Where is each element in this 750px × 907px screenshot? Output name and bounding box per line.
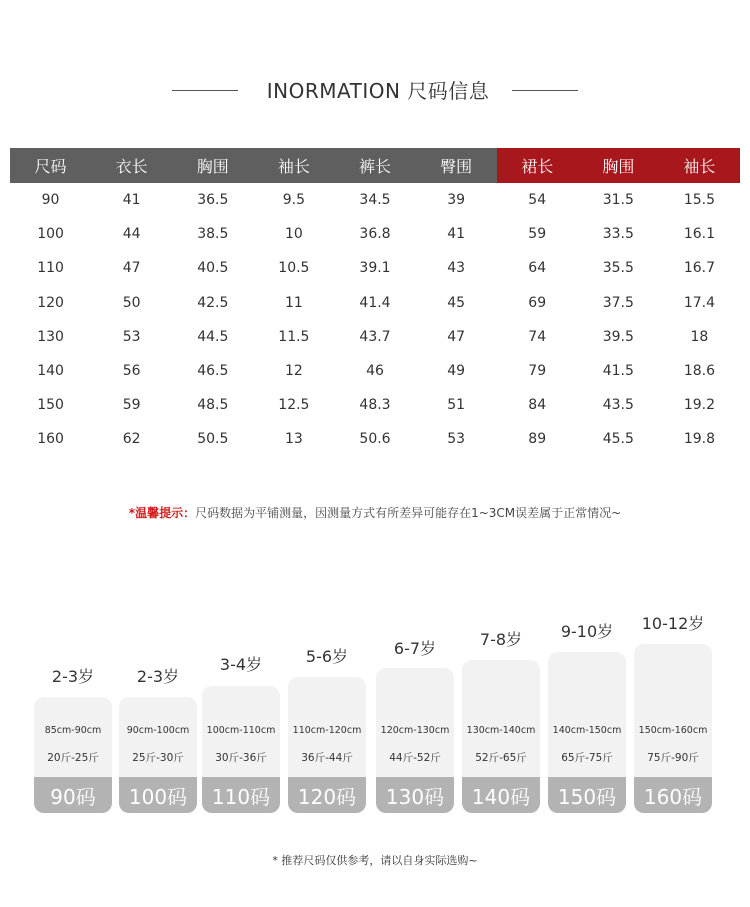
height-range: 150cm-160cm bbox=[638, 725, 708, 736]
table-cell: 43.5 bbox=[602, 397, 634, 414]
age-label: 9-10岁 bbox=[560, 622, 614, 641]
note-warning-label: *温馨提示： bbox=[128, 506, 196, 520]
table-cell: 39.1 bbox=[359, 260, 391, 277]
column-header: 袖长 bbox=[253, 148, 334, 183]
table-cell: 51 bbox=[447, 397, 466, 414]
height-range: 110cm-120cm bbox=[292, 725, 362, 736]
table-cell: 12.5 bbox=[278, 397, 310, 414]
table-cell: 16.7 bbox=[683, 260, 716, 277]
weight-range: 20斤-25斤 bbox=[47, 752, 99, 764]
table-cell: 13 bbox=[284, 431, 303, 448]
size-badge: 130码 bbox=[376, 777, 454, 813]
size-card bbox=[34, 0, 112, 813]
table-cell: 44 bbox=[122, 226, 141, 243]
size-card bbox=[462, 0, 540, 813]
table-cell: 41 bbox=[447, 226, 466, 243]
height-range: 100cm-110cm bbox=[206, 725, 276, 736]
size-badge: 110码 bbox=[202, 777, 280, 813]
height-range: 90cm-100cm bbox=[126, 725, 190, 736]
column-header: 裤长 bbox=[334, 148, 415, 183]
table-cell: 12 bbox=[284, 363, 303, 380]
weight-range: 36斤-44斤 bbox=[301, 752, 353, 764]
table-cell: 33.5 bbox=[602, 226, 634, 243]
table-cell: 59 bbox=[122, 397, 141, 414]
table-cell: 41.4 bbox=[359, 294, 391, 311]
age-label: 7-8岁 bbox=[479, 630, 523, 649]
table-cell: 54 bbox=[528, 192, 547, 209]
size-badge: 140码 bbox=[462, 777, 540, 813]
table-cell: 46.5 bbox=[197, 363, 229, 380]
table-cell: 59 bbox=[528, 226, 547, 243]
table-cell: 50 bbox=[122, 294, 141, 311]
table-cell: 36.5 bbox=[197, 192, 229, 209]
table-cell: 41.5 bbox=[602, 363, 634, 380]
table-cell: 18 bbox=[690, 328, 709, 345]
table-cell: 43 bbox=[447, 260, 466, 277]
table-cell: 47 bbox=[122, 260, 141, 277]
table-cell: 31.5 bbox=[602, 192, 634, 209]
weight-range: 44斤-52斤 bbox=[389, 752, 441, 764]
table-cell: 50.5 bbox=[197, 431, 229, 448]
table-cell: 53 bbox=[447, 431, 466, 448]
table-cell: 11.5 bbox=[278, 328, 310, 345]
table-cell: 48.3 bbox=[359, 397, 391, 414]
column-header: 袖长 bbox=[659, 148, 740, 183]
table-cell: 84 bbox=[528, 397, 547, 414]
table-cell: 45.5 bbox=[602, 431, 634, 448]
table-cell: 37.5 bbox=[602, 294, 634, 311]
weight-range: 65斤-75斤 bbox=[561, 752, 613, 764]
table-cell: 140 bbox=[37, 363, 64, 380]
table-cell: 79 bbox=[528, 363, 547, 380]
table-cell: 15.5 bbox=[683, 192, 716, 209]
table-cell: 36.8 bbox=[359, 226, 391, 243]
column-header: 尺码 bbox=[10, 148, 91, 183]
table-cell: 43.7 bbox=[359, 328, 391, 345]
table-cell: 34.5 bbox=[359, 192, 391, 209]
size-card bbox=[548, 0, 626, 813]
age-label: 10-12岁 bbox=[641, 614, 705, 633]
size-card bbox=[376, 0, 454, 813]
weight-range: 75斤-90斤 bbox=[647, 752, 699, 764]
size-badge: 160码 bbox=[634, 777, 712, 813]
height-range: 120cm-130cm bbox=[380, 725, 450, 736]
weight-range: 52斤-65斤 bbox=[475, 752, 527, 764]
table-cell: 46 bbox=[366, 363, 384, 380]
page-title: INORMATION 尺码信息 bbox=[266, 79, 490, 103]
size-badge: 100码 bbox=[119, 777, 197, 813]
table-cell: 40.5 bbox=[197, 260, 229, 277]
table-cell: 62 bbox=[122, 431, 141, 448]
column-header: 胸围 bbox=[172, 148, 253, 183]
column-header: 裙长 bbox=[497, 148, 578, 183]
table-cell: 9.5 bbox=[282, 192, 306, 209]
table-cell: 41 bbox=[122, 192, 141, 209]
weight-range: 30斤-36斤 bbox=[215, 752, 267, 764]
table-cell: 19.8 bbox=[683, 431, 716, 448]
table-cell: 69 bbox=[528, 294, 547, 311]
table-cell: 50.6 bbox=[359, 431, 391, 448]
height-range: 85cm-90cm bbox=[44, 725, 102, 736]
footer-note: * 推荐尺码仅供参考，请以自身实际选购~ bbox=[272, 854, 478, 867]
note-text: 尺码数据为平铺测量，因测量方式有所差异可能存在1~3CM误差属于正常情况~ bbox=[195, 506, 622, 520]
table-cell: 130 bbox=[37, 328, 64, 345]
table-cell: 53 bbox=[122, 328, 141, 345]
size-badge: 90码 bbox=[34, 777, 112, 813]
table-cell: 120 bbox=[37, 294, 64, 311]
column-header: 衣长 bbox=[91, 148, 172, 183]
table-cell: 45 bbox=[447, 294, 466, 311]
table-cell: 100 bbox=[37, 226, 64, 243]
table-cell: 11 bbox=[284, 294, 303, 311]
size-badge: 150码 bbox=[548, 777, 626, 813]
table-cell: 35.5 bbox=[602, 260, 634, 277]
table-cell: 160 bbox=[37, 431, 64, 448]
table-cell: 110 bbox=[37, 260, 64, 277]
age-label: 6-7岁 bbox=[393, 639, 437, 658]
table-cell: 17.4 bbox=[683, 294, 716, 311]
age-label: 2-3岁 bbox=[51, 667, 95, 686]
table-cell: 56 bbox=[122, 363, 141, 380]
table-cell: 74 bbox=[528, 328, 547, 345]
size-card bbox=[119, 0, 197, 813]
column-header: 臀围 bbox=[416, 148, 497, 183]
table-cell: 10 bbox=[284, 226, 303, 243]
table-cell: 150 bbox=[37, 397, 64, 414]
height-range: 130cm-140cm bbox=[466, 725, 536, 736]
table-cell: 48.5 bbox=[197, 397, 229, 414]
table-cell: 39 bbox=[447, 192, 466, 209]
size-card bbox=[634, 0, 712, 813]
age-label: 2-3岁 bbox=[136, 667, 180, 686]
age-label: 3-4岁 bbox=[219, 655, 263, 674]
table-cell: 19.2 bbox=[683, 397, 716, 414]
table-cell: 38.5 bbox=[197, 226, 229, 243]
column-header: 胸围 bbox=[578, 148, 659, 183]
height-range: 140cm-150cm bbox=[552, 725, 622, 736]
weight-range: 25斤-30斤 bbox=[132, 752, 184, 764]
size-badge: 120码 bbox=[288, 777, 366, 813]
table-cell: 42.5 bbox=[197, 294, 229, 311]
table-cell: 18.6 bbox=[683, 363, 716, 380]
size-card bbox=[202, 0, 280, 813]
table-cell: 64 bbox=[528, 260, 547, 277]
table-cell: 47 bbox=[447, 328, 466, 345]
age-label: 5-6岁 bbox=[305, 647, 349, 666]
table-cell: 44.5 bbox=[197, 328, 229, 345]
size-card bbox=[288, 0, 366, 813]
table-cell: 90 bbox=[41, 192, 60, 209]
table-cell: 16.1 bbox=[683, 226, 716, 243]
table-cell: 49 bbox=[447, 363, 466, 380]
table-cell: 39.5 bbox=[602, 328, 634, 345]
table-cell: 89 bbox=[528, 431, 547, 448]
table-cell: 10.5 bbox=[278, 260, 310, 277]
